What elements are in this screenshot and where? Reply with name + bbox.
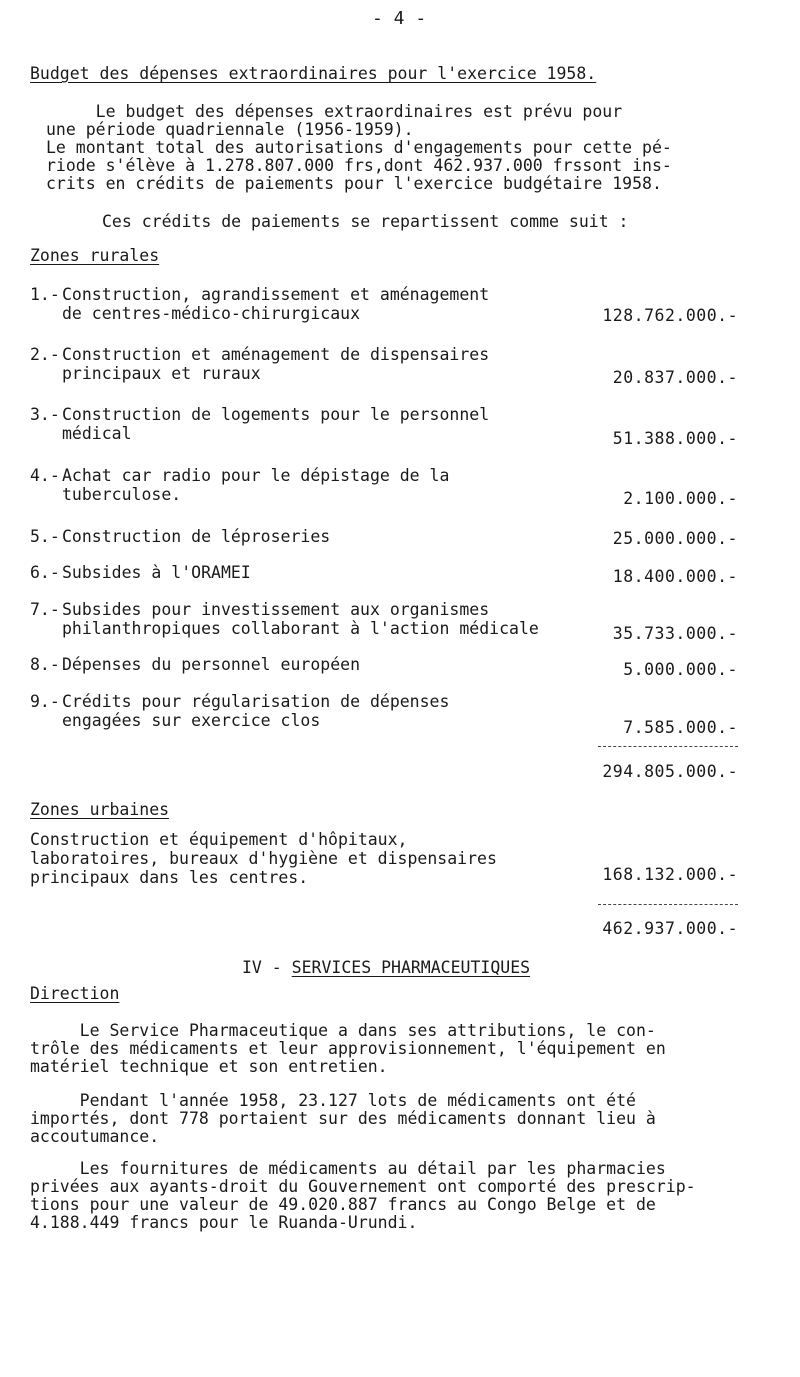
section-iv-heading [242, 958, 530, 977]
item-description: Construction et aménagement de dispensaires principaux et ruraux [62, 345, 490, 383]
item-number: 9.- [30, 692, 60, 711]
item-amount: 5.000.000.- [623, 660, 738, 679]
item-description: Subsides pour investissement aux organismes philanthropiques collaborant à l'action médicale [62, 600, 539, 638]
item-number: 3.- [30, 405, 60, 424]
item-description: Achat car radio pour le dépistage de la tuberculose. [62, 466, 450, 504]
page-title: Budget des dépenses extraordinaires pour l'exercice 1958. [30, 64, 597, 83]
section-iv-title: SERVICES PHARMACEUTIQUES [291, 958, 531, 977]
item-amount: 51.388.000.- [612, 429, 738, 448]
item-amount: 25.000.000.- [612, 529, 738, 548]
item-description: Construction de logements pour le personnel médical [62, 405, 490, 443]
item-amount: 128.762.000.- [602, 306, 738, 325]
section-iv-number: IV - [242, 958, 292, 977]
item-number: 6.- [30, 563, 60, 582]
item-amount: 18.400.000.- [612, 567, 738, 586]
subtotal-rule [598, 746, 738, 747]
item-number: 7.- [30, 600, 60, 619]
item-number: 4.- [30, 466, 60, 485]
intro-repartition-line: Ces crédits de paiements se repartissent comme suit : [102, 212, 629, 231]
item-description: Construction, agrandissement et aménagement de centres-médico-chirurgicaux [62, 285, 490, 323]
zones-rurales-subtotal: 294.805.000.- [602, 762, 738, 781]
zones-rurales-heading: Zones rurales [30, 246, 160, 265]
item-amount: 7.585.000.- [623, 718, 738, 737]
section-iv-paragraph-2: Pendant l'année 1958, 23.127 lots de médicaments ont été importés, dont 778 portaient sur des médicaments donnant lieu à accoutumance. [30, 1091, 656, 1146]
item-description: Construction de léproseries [62, 527, 331, 546]
item-amount: 2.100.000.- [623, 489, 738, 508]
item-number: 8.- [30, 655, 60, 674]
page-number: - 4 - [372, 8, 427, 29]
total-rule [598, 904, 738, 905]
zones-urbaines-amount: 168.132.000.- [602, 865, 738, 884]
item-number: 1.- [30, 285, 60, 304]
item-number: 5.- [30, 527, 60, 546]
item-description: Dépenses du personnel européen [62, 655, 361, 674]
item-description: Subsides à l'ORAMEI [62, 563, 251, 582]
grand-total: 462.937.000.- [602, 919, 738, 938]
item-number: 2.- [30, 345, 60, 364]
intro-paragraph: Le budget des dépenses extraordinaires est prévu pour une période quadriennale (1956-1959). Le montant total des autorisations d'engagements pour cette pé- riode s'élève à 1.278.807.000 frs,dont 462.937.000 frssont ins- crits en crédits de paiements pour l'exercice budgétaire 1958. [46, 102, 672, 193]
section-iv-paragraph-3: Les fournitures de médicaments au détail par les pharmacies privées aux ayants-droit du Gouvernement ont comporté des prescrip- tions pour une valeur de 49.020.887 francs au Congo Belge et de 4.188.449 francs pour le Ruanda-Urundi. [30, 1159, 696, 1232]
item-description: Crédits pour régularisation de dépenses engagées sur exercice clos [62, 692, 450, 730]
item-amount: 35.733.000.- [612, 624, 738, 643]
section-iv-paragraph-1: Le Service Pharmaceutique a dans ses attributions, le con- trôle des médicaments et leur approvisionnement, l'équipement en matériel technique et son entretien. [30, 1021, 666, 1076]
direction-heading: Direction [30, 984, 120, 1003]
zones-urbaines-heading: Zones urbaines [30, 800, 170, 819]
zones-urbaines-description: Construction et équipement d'hôpitaux, laboratoires, bureaux d'hygiène et dispensaires principaux dans les centres. [30, 830, 497, 887]
item-amount: 20.837.000.- [612, 368, 738, 387]
